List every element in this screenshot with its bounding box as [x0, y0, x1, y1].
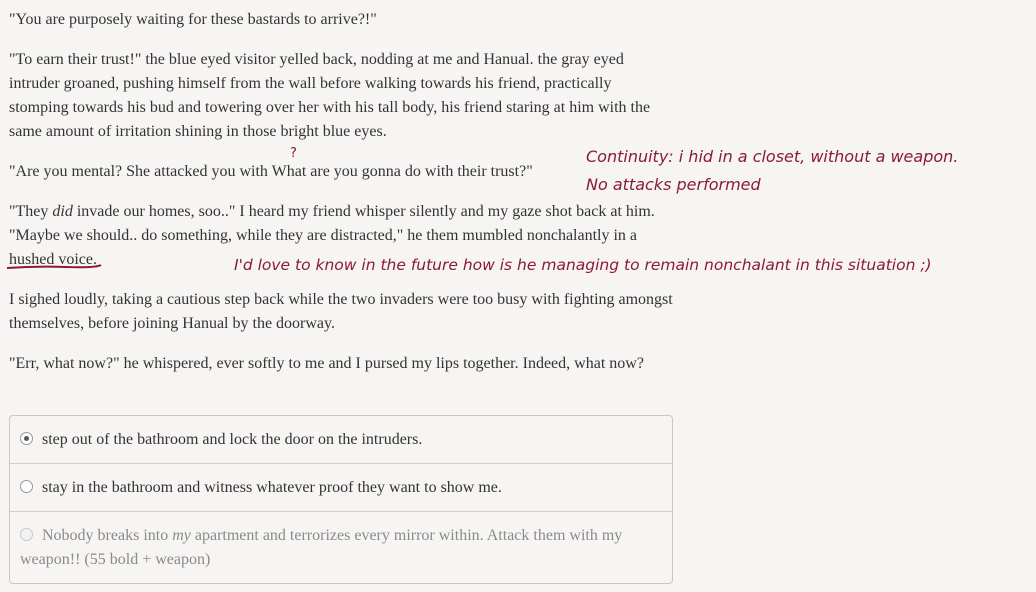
choice-option-lock-door[interactable]: [10, 416, 672, 464]
radio-disabled-icon: [20, 528, 33, 541]
story-emphasis: did: [52, 203, 73, 220]
choice-label: Nobody breaks into: [42, 527, 173, 544]
choice-emphasis: my: [172, 527, 191, 544]
annotation-underline: [6, 263, 102, 271]
choice-label: stay in the bathroom and witness whatever proof they want to show me.: [42, 479, 502, 496]
story-text: [9, 8, 674, 392]
radio-selected-icon[interactable]: [20, 432, 33, 445]
story-text-segment: invade our homes, soo.." I heard my friend whisper silently and my gaze shot back at him. "Maybe we should.. do something, while they are distracted," he them mumbled nonchalantly in a hushed voice.: [9, 203, 655, 268]
choice-list: [9, 415, 673, 584]
radio-icon[interactable]: [20, 480, 33, 493]
story-paragraph: "To earn their trust!" the blue eyed visitor yelled back, nodding at me and Hanual. the gray eyed intruder groaned, pushing himself from the wall before walking towards his friend, practically stomping towards his bud and towering over her with his tall body, his friend staring at him with the same amount of irritation shining in those bright blue eyes.: [9, 51, 651, 140]
choice-option-stay[interactable]: [10, 464, 672, 512]
story-paragraph: "Are you mental? She attacked you with What are you gonna do with their trust?": [9, 163, 533, 180]
story-text-segment: "They: [9, 203, 53, 220]
choice-option-attack-disabled: [10, 512, 672, 583]
story-paragraph: "You are purposely waiting for these bastards to arrive?!": [9, 11, 377, 28]
choice-label: step out of the bathroom and lock the door on the intruders.: [42, 431, 423, 448]
annotation-continuity-line2: No attacks performed: [586, 175, 761, 194]
annotation-nonchalant-note: I'd love to know in the future how is he managing to remain nonchalant in this situation ;): [234, 256, 932, 274]
annotation-continuity-line1: Continuity: i hid in a closet, without a weapon.: [586, 147, 959, 166]
story-paragraph: I sighed loudly, taking a cautious step back while the two invaders were too busy with fighting amongst themselves, before joining Hanual by the doorway.: [9, 291, 673, 332]
annotation-question-mark: ?: [290, 146, 297, 161]
story-paragraph: "Err, what now?" he whispered, ever softly to me and I pursed my lips together. Indeed, what now?: [9, 355, 644, 372]
choice-label: apartment and terrorizes every mirror within. Attack them with my weapon!! (55 bold + weapon): [20, 527, 623, 568]
